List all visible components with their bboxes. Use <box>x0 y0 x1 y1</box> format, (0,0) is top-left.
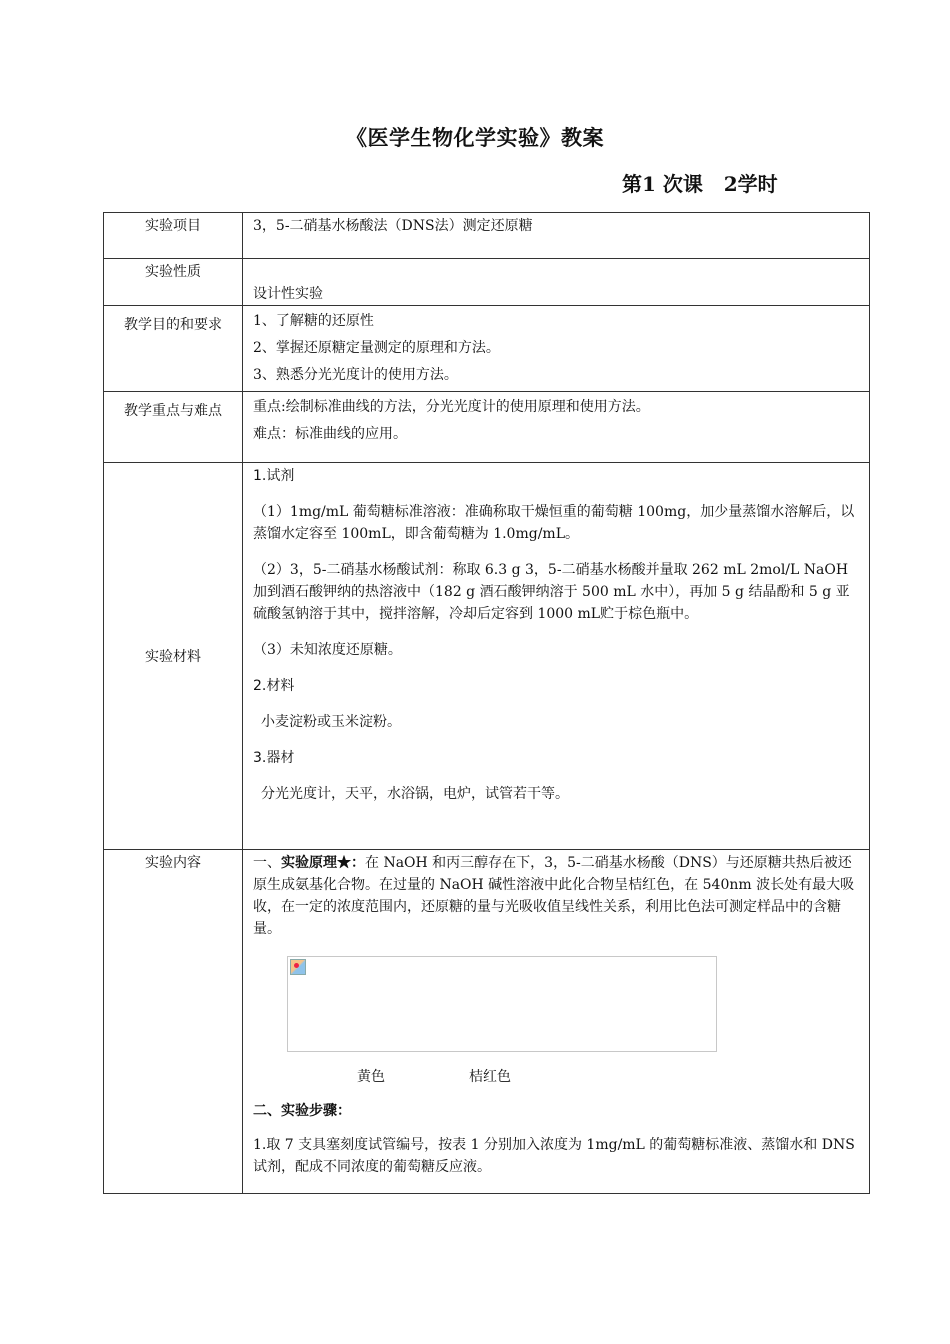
principle-paragraph <box>253 852 861 940</box>
table-row <box>104 850 870 1194</box>
row-label-materials: 实验材料 <box>104 463 243 850</box>
page-title: 《医学生物化学实验》教案 <box>346 125 604 150</box>
image-captions <box>253 1066 861 1088</box>
row-value-nature <box>243 259 870 306</box>
steps-heading: 二、实验步骤： <box>253 1103 351 1119</box>
principle-heading: 实验原理★： <box>281 855 365 871</box>
row-value-keypoints <box>243 392 870 463</box>
equipment-heading: 3.器材 <box>253 750 295 766</box>
reagent-item: （2）3，5-二硝基水杨酸试剂：称取 6.3 g 3，5-二硝基水杨酸并量取 262 mL 2mol/L NaOH 加到酒石酸钾纳的热溶液中（182 g 酒石酸钾纳溶于 500 mL 水中），再加 5 g 结晶酚和 5 g 亚硫酸氢钠溶于其中，搅拌溶解，冷却后定容到 1000 mL贮于棕色瓶中。 <box>253 562 850 622</box>
table-row <box>104 306 870 392</box>
table-row <box>104 392 870 463</box>
row-label-keypoints: 教学重点与难点 <box>104 392 243 463</box>
equipment-text: 分光光度计，天平，水浴锅，电炉，试管若干等。 <box>261 786 569 802</box>
lesson-info: 第1 次课 2学时 <box>622 172 778 196</box>
caption-yellow: 黄色 <box>357 1069 385 1085</box>
reagents-heading: 1.试剂 <box>253 468 295 484</box>
principle-prefix: 一、 <box>253 855 281 871</box>
nature-value: 设计性实验 <box>253 286 323 302</box>
keypoint-item: 难点：标准曲线的应用。 <box>253 426 407 442</box>
keypoint-item: 重点:绘制标准曲线的方法，分光光度计的使用原理和使用方法。 <box>253 399 650 415</box>
table-row <box>104 463 870 850</box>
lesson-plan-table <box>103 212 870 1194</box>
row-label-goals: 教学目的和要求 <box>104 306 243 392</box>
row-value-materials <box>243 463 870 850</box>
reagent-item: （3）未知浓度还原糖。 <box>253 642 402 658</box>
caption-orange-red: 桔红色 <box>469 1069 511 1085</box>
step-item: 1.取 7 支具塞刻度试管编号，按表 1 分别加入浓度为 1mg/mL 的葡萄糖标准液、蒸馏水和 DNS 试剂，配成不同浓度的葡萄糖反应液。 <box>253 1137 855 1175</box>
broken-image-icon <box>290 959 306 975</box>
material-heading: 2.材料 <box>253 678 295 694</box>
principle-text: 在 NaOH 和丙三醇存在下，3，5-二硝基水杨酸（DNS）与还原糖共热后被还原生成氨基化合物。在过量的 NaOH 碱性溶液中此化合物呈桔红色，在 540nm 波长处有最大吸收，在一定的浓度范围内，还原糖的量与光吸收值呈线性关系，利用比色法可测定样品中的含糖量。 <box>253 855 855 937</box>
row-value-content <box>243 850 870 1194</box>
goal-item: 1、了解糖的还原性 <box>253 313 374 329</box>
row-value-goals <box>243 306 870 392</box>
table-row <box>104 259 870 306</box>
row-label-content: 实验内容 <box>104 850 243 1194</box>
reagent-item: （1）1mg/mL 葡萄糖标准溶液：准确称取干燥恒重的葡萄糖 100mg，加少量蒸馏水溶解后，以蒸馏水定容至 100mL，即含葡萄糖为 1.0mg/mL。 <box>253 504 855 542</box>
color-reaction-image <box>287 956 717 1052</box>
goal-item: 3、熟悉分光光度计的使用方法。 <box>253 367 458 383</box>
material-text: 小麦淀粉或玉米淀粉。 <box>261 714 401 730</box>
table-row <box>104 213 870 259</box>
row-value-project: 3，5-二硝基水杨酸法（DNS法）测定还原糖 <box>243 213 870 259</box>
row-label-nature: 实验性质 <box>104 259 243 306</box>
goal-item: 2、掌握还原糖定量测定的原理和方法。 <box>253 340 500 356</box>
row-label-project: 实验项目 <box>104 213 243 259</box>
